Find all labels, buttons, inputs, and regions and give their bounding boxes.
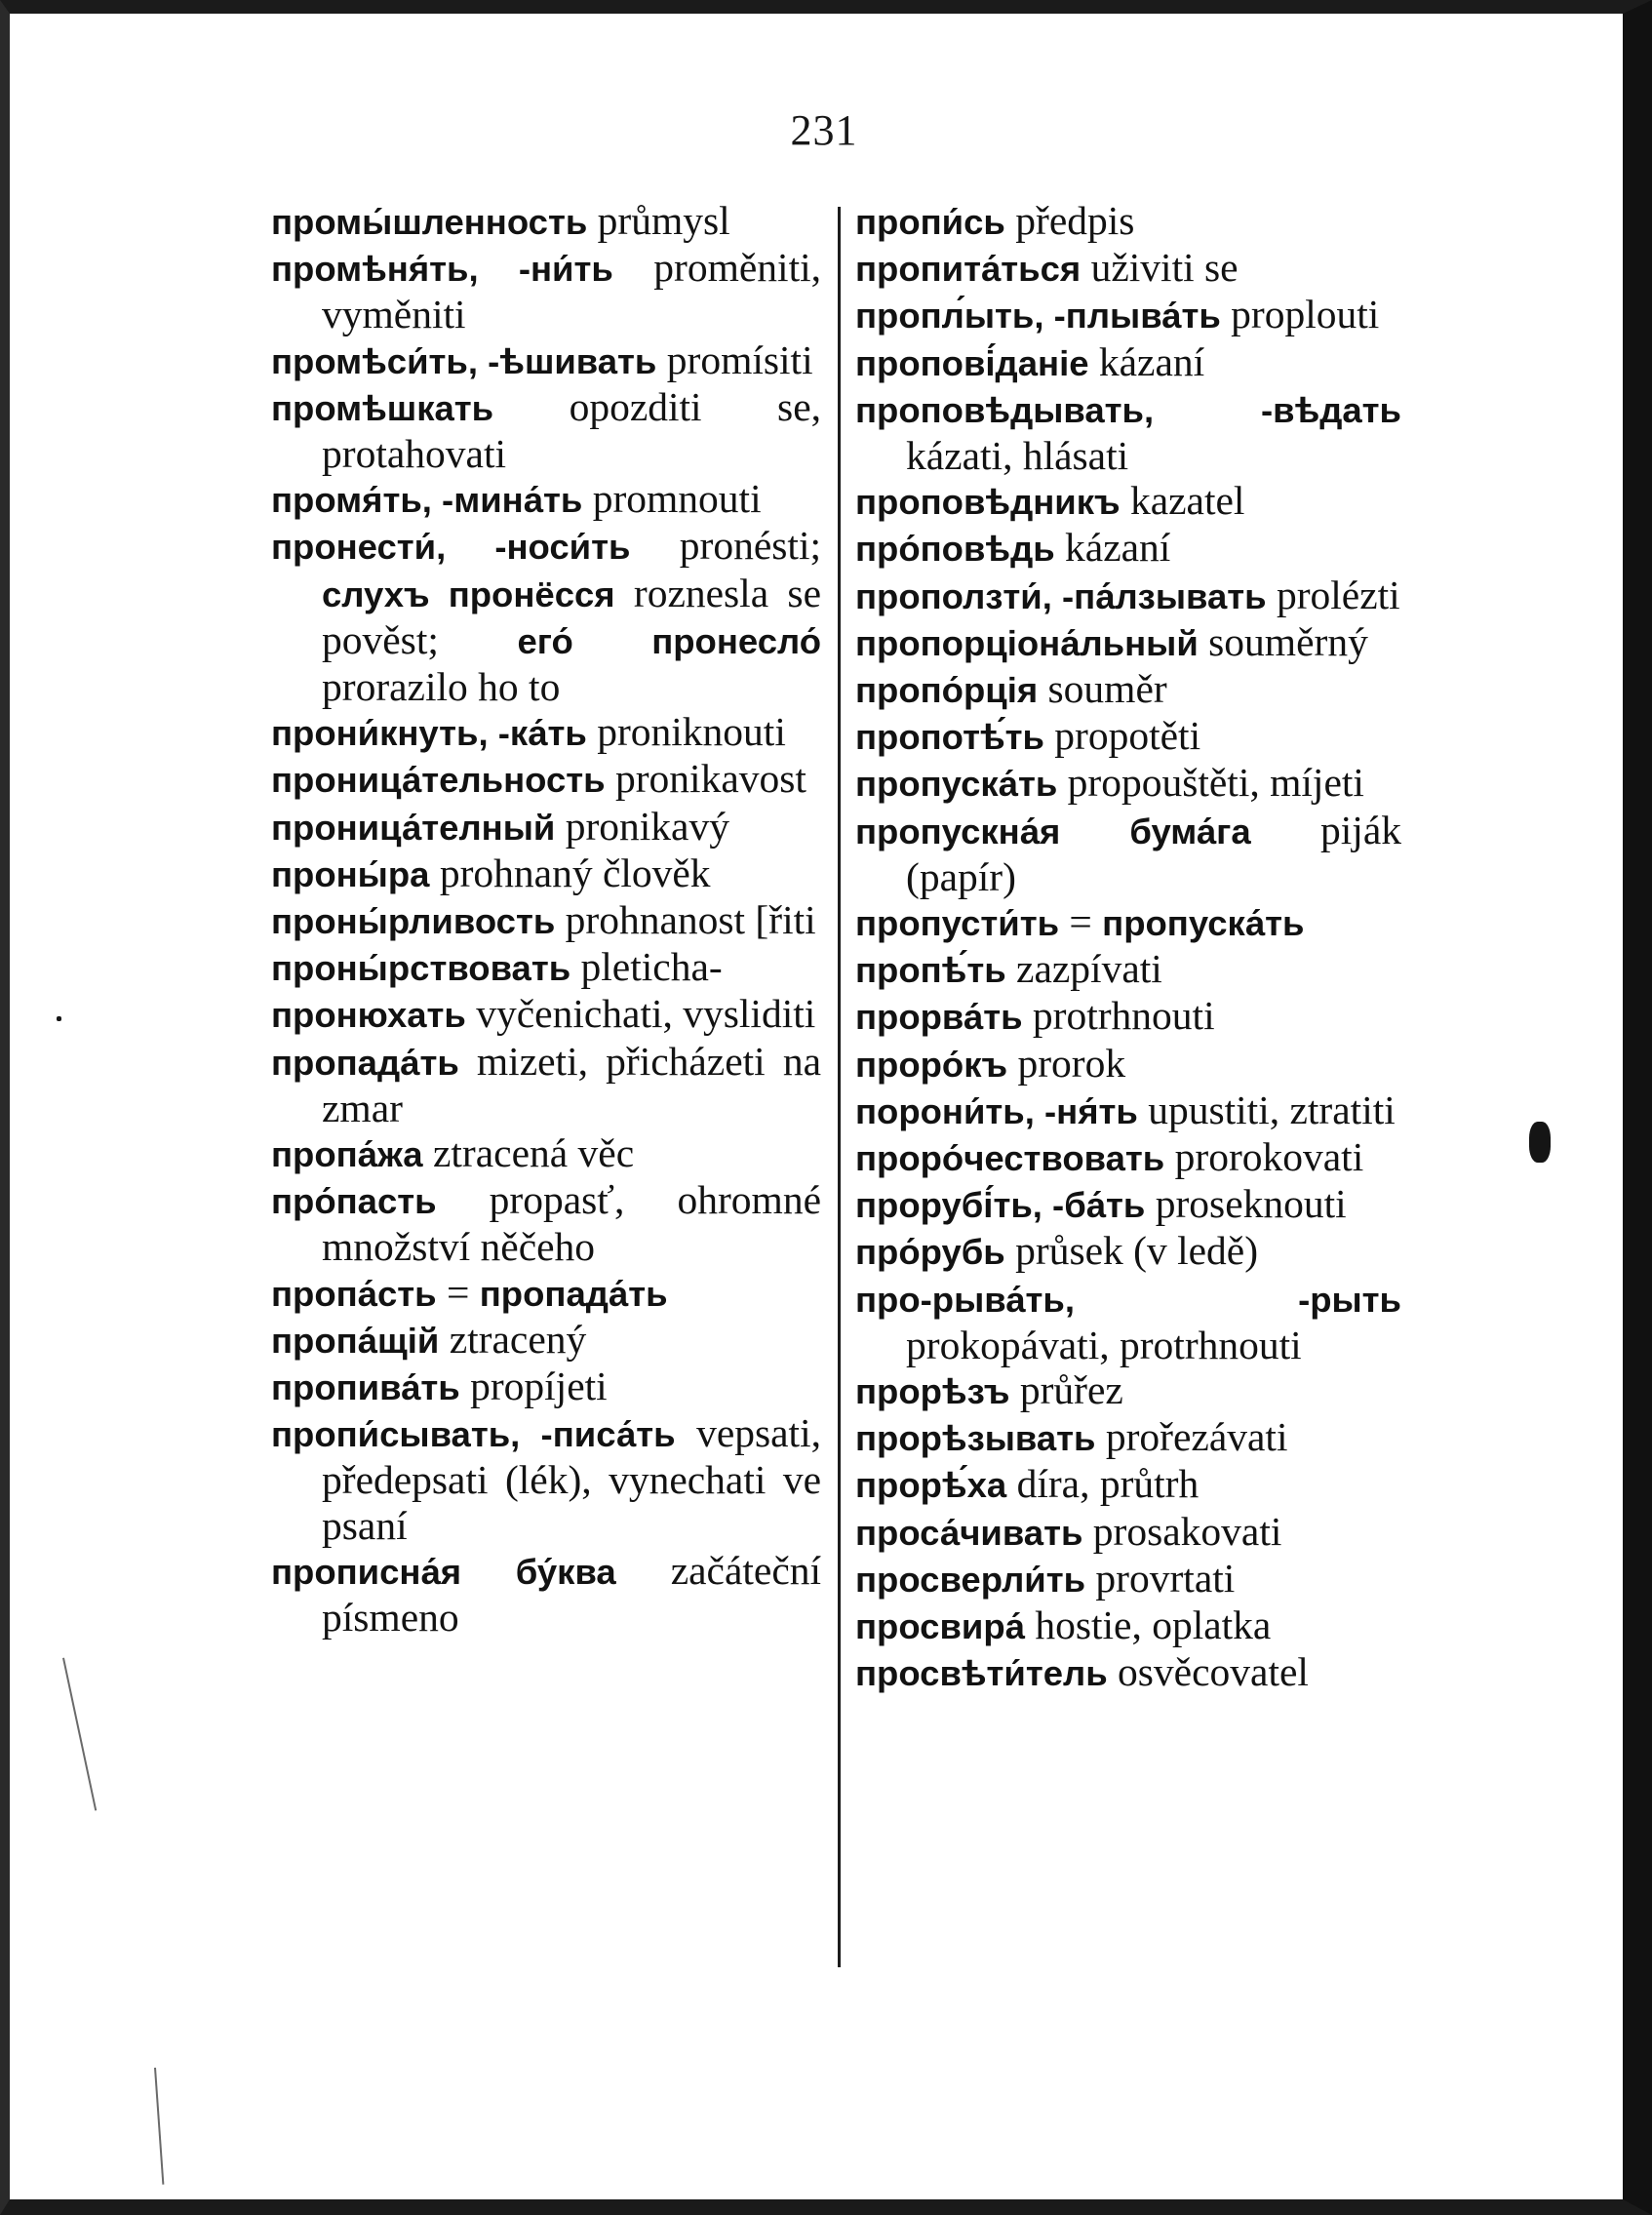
headword: пропові́даніе [855,342,1089,383]
translation: vyčenichati, vysliditi [476,991,816,1037]
headword: проны́рливость [271,901,556,942]
headword: проса́чивать [855,1512,1083,1553]
dictionary-entry [855,1041,1401,1088]
dictionary-entry [271,850,821,897]
headword: пронести́, -носи́ть [271,527,631,568]
translation: prosakovati [1092,1508,1282,1554]
headword: прорѣзъ [855,1371,1010,1412]
headword: прорѣзывать [855,1418,1096,1459]
headword: прони́кнуть, -ка́ть [271,713,587,754]
translation: prorok [1017,1040,1126,1086]
headword: пропа́жа [271,1134,423,1175]
headword: проница́телный [271,807,556,848]
headword: пропи́сывать, -писа́ть [271,1414,676,1455]
headword: пропива́ть [271,1367,460,1408]
dictionary-entry [855,245,1401,292]
headword: пропѣ́ть [855,950,1006,991]
headword: про́повѣдь [855,529,1055,570]
headword: просверли́ть [855,1559,1086,1600]
dictionary-entry [855,1228,1401,1275]
headword: проро́чествовать [855,1138,1165,1179]
translation: průmysl [597,198,730,243]
dictionary-entry [855,760,1401,807]
dictionary-entry [271,709,821,756]
translation: prohnanost [řiti [565,897,816,943]
dictionary-entry [271,1410,821,1548]
headword: пропа́щій [271,1320,440,1361]
translation: proplouti [1231,292,1380,337]
headword: слухъ пронёсся [322,574,615,614]
translation: prorazilo ho to [322,664,561,710]
translation: kázaní [1098,338,1205,384]
headword: пропо́рція [855,670,1039,711]
dictionary-entry [271,1130,821,1177]
headword: про́рубь [855,1232,1005,1273]
translation: souměrný [1208,618,1368,664]
translation: prořezávati [1105,1414,1288,1460]
translation: proniknouti [597,709,786,755]
equals-sign: = [1069,899,1092,945]
dictionary-entry [271,1039,821,1130]
right-column [855,198,1401,1983]
translation: pronikavost [614,756,806,802]
translation: průřez [1019,1367,1123,1413]
ink-dot [57,1016,61,1021]
ink-speck [1529,1122,1551,1163]
dictionary-entry [855,1276,1401,1367]
headword: проны́рствовать [271,948,571,989]
dictionary-entry [271,384,821,476]
translation: vepsati, předepsati (lék), vynechati ve psaní [322,1410,821,1548]
translation: upustiti, ztratiti [1148,1087,1396,1132]
dictionary-entry [855,1461,1401,1508]
dictionary-entry [271,944,821,991]
headword: просвѣти́тель [855,1653,1108,1694]
headword: проповѣдникъ [855,482,1121,523]
left-column [271,198,821,1983]
dictionary-entry [855,1088,1401,1134]
headword: просвира́ [855,1606,1025,1647]
equals-sign: = [446,1269,470,1315]
translation: průsek (v ledě) [1015,1228,1259,1274]
translation: předpis [1015,198,1135,243]
translation: prohnaný člověk [439,850,711,895]
headword: пропада́ть [479,1273,668,1314]
translation: opozditi se, protahovati [322,383,821,477]
headword: пронюхать [271,995,466,1036]
dictionary-entry [271,991,821,1038]
headword: промя́ть, -мина́ть [271,480,583,521]
translation: kázaní [1065,525,1171,571]
translation: proseknouti [1155,1181,1347,1227]
headword: проро́къ [855,1044,1008,1085]
dictionary-entry [855,619,1401,666]
translation: kazatel [1129,478,1245,524]
headword: проползти́, -па́лзывать [855,575,1267,616]
dictionary-entry [855,1602,1401,1649]
translation: souměr [1047,666,1167,712]
translation: pleticha- [580,944,723,990]
translation: pronésti; [679,523,822,569]
translation: uživiti se [1090,245,1239,291]
translation: začáteční písmeno [322,1547,822,1641]
dictionary-entry [855,198,1401,245]
headword: прорубі́ть, -ба́ть [855,1185,1146,1226]
dictionary-entry [855,666,1401,713]
headword: пропада́ть [271,1042,459,1083]
dictionary-entry [855,899,1401,946]
headword: пропускна́я бума́га [855,811,1251,851]
dictionary-entry [855,1556,1401,1602]
translation: promnouti [592,476,762,522]
dictionary-entry [271,337,821,384]
translation: prolézti [1276,572,1400,617]
dictionary-entry [855,1181,1401,1228]
headword: проны́ра [271,853,430,894]
headword: прорва́ть [855,997,1023,1038]
headword: пропотѣ́ть [855,717,1044,758]
dictionary-entry [271,476,821,523]
dictionary-entry [855,993,1401,1040]
dictionary-entry [855,808,1401,899]
headword: про-рыва́ть, -рыть [855,1279,1401,1320]
page-number: 231 [790,106,858,154]
translation: ztracená věc [432,1130,635,1176]
headword: промы́шленность [271,202,588,242]
headword: пропи́сь [855,202,1005,242]
dictionary-entry [271,523,821,709]
dictionary-entry [271,1317,821,1364]
translation: promísiti [666,336,813,382]
translation: díra, průtrh [1016,1461,1200,1507]
dictionary-entry [855,946,1401,993]
headword: пропуска́ть [1102,903,1305,944]
headword: проповѣдывать, -вѣдать [855,389,1401,430]
dictionary-entry [855,525,1401,572]
dictionary-entry [855,292,1401,338]
translation: prokopávati, protrhnouti [906,1322,1302,1367]
dictionary-entry [271,1548,821,1640]
translation: propouštěti, míjeti [1067,760,1364,806]
headword: промѣшкать [271,387,494,428]
translation: ztracený [449,1316,587,1362]
dictionary-entry [855,339,1401,386]
headword: пропуска́ть [855,764,1058,805]
dictionary-entry [855,573,1401,619]
translation: propasť, ohromné množství něčeho [322,1177,821,1270]
translation: piják (papír) [906,807,1401,899]
dictionary-entry [271,1177,821,1269]
headword: пропита́ться [855,249,1082,290]
dictionary-entry [855,386,1401,478]
dictionary-entry [855,1134,1401,1181]
dictionary-entry [855,1649,1401,1696]
translation: protrhnouti [1032,993,1215,1039]
dictionary-entry [271,1270,821,1317]
column-divider [838,207,841,1967]
translation: proměniti, vyměniti [322,245,822,337]
headword: пропорціона́льный [855,622,1199,663]
translation: zazpívati [1016,946,1162,992]
headword: пропа́сть [271,1273,437,1314]
headword: промѣня́ть, -ни́ть [271,249,613,290]
headword: порони́ть, -ня́ть [855,1090,1138,1131]
translation: osvěcovatel [1118,1649,1309,1695]
dictionary-entry [855,1367,1401,1414]
dictionary-entry [855,478,1401,525]
headword: промѣси́ть, -ѣшивать [271,340,657,381]
dictionary-entry [855,1509,1401,1556]
translation: prorokovati [1174,1134,1364,1180]
dictionary-entry [271,897,821,944]
translation: mizeti, přicházeti na zmar [322,1038,822,1130]
dictionary-entry [855,713,1401,760]
headword: про́пасть [271,1181,437,1222]
headword: его́ пронесло́ [517,620,821,661]
headword: прорѣ́ха [855,1465,1007,1506]
translation: propíjeti [470,1364,608,1409]
dictionary-entry [271,804,821,850]
headword: прописна́я бу́ква [271,1551,616,1592]
translation: kázati, hlásati [906,433,1129,479]
dictionary-entry [271,245,821,336]
headword: проница́тельность [271,760,606,801]
dictionary-entry [271,1364,821,1410]
translation: propotěti [1054,713,1201,759]
translation: hostie, oplatka [1035,1602,1272,1648]
dictionary-entry [271,756,821,803]
headword: пропусти́ть [855,903,1060,944]
translation: roznesla se pověst; [322,570,821,662]
dictionary-entry [271,198,821,245]
headword: пропл́ыть, -плыва́ть [855,296,1221,336]
translation: pronikavý [565,803,729,849]
dictionary-entry [855,1414,1401,1461]
translation: provrtati [1095,1555,1236,1601]
